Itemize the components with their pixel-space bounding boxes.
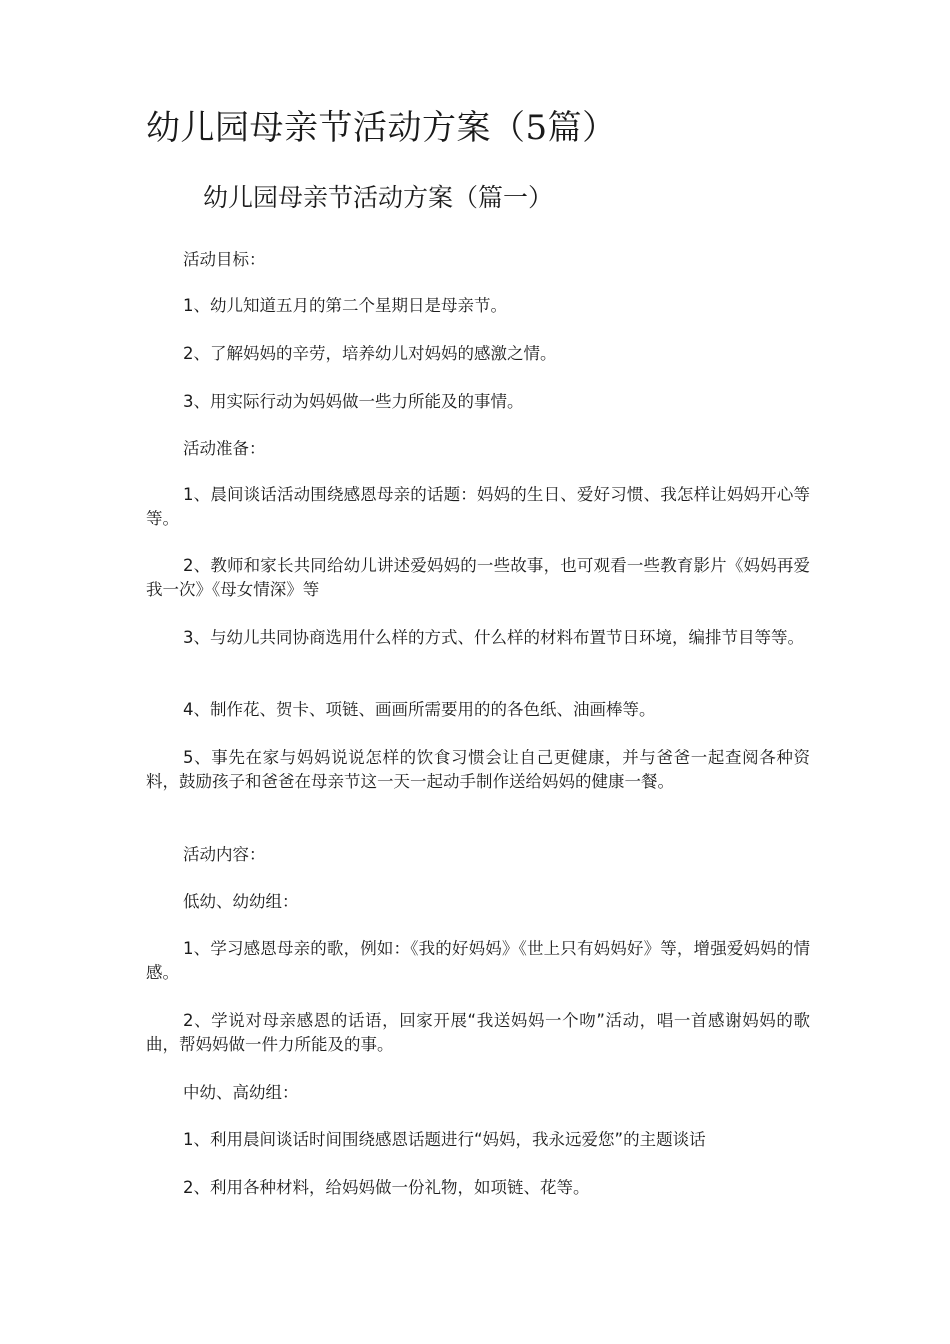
paragraph-prep-1: 1、晨间谈话活动围绕感恩母亲的话题：妈妈的生日、爱好习惯、我怎样让妈妈开心等等。 xyxy=(146,485,810,528)
paragraph-junior-1: 1、学习感恩母亲的歌，例如：《我的好妈妈》《世上只有妈妈好》等，增强爱妈妈的情感。 xyxy=(146,939,810,982)
paragraph-prep-3: 3、与幼儿共同协商选用什么样的方式、什么样的材料布置节日环境，编排节目等等。 xyxy=(183,628,804,647)
paragraph-senior-1: 1、利用晨间谈话时间围绕感恩话题进行“妈妈，我永远爱您”的主题谈话 xyxy=(183,1130,706,1149)
paragraph-junior-2: 2、学说对母亲感恩的话语，回家开展“我送妈妈一个吻”活动，唱一首感谢妈妈的歌曲，帮妈妈做一件力所能及的事。 xyxy=(146,1011,810,1054)
paragraph-group-senior: 中幼、高幼组： xyxy=(183,1083,299,1102)
paragraph-prep-4: 4、制作花、贺卡、项链、画画所需要用的的各色纸、油画棒等。 xyxy=(183,700,656,719)
paragraph-heading-preparation: 活动准备： xyxy=(183,439,266,458)
paragraph-prep-5: 5、事先在家与妈妈说说怎样的饮食习惯会让自己更健康，并与爸爸一起查阅各种资料，鼓励孩子和爸爸在母亲节这一天一起动手制作送给妈妈的健康一餐。 xyxy=(146,748,810,791)
paragraph-goal-2: 2、了解妈妈的辛劳，培养幼儿对妈妈的感激之情。 xyxy=(183,344,557,363)
document-title: 幼儿园母亲节活动方案（5篇） xyxy=(146,108,617,148)
paragraph-heading-content: 活动内容： xyxy=(183,845,266,864)
paragraph-goal-1: 1、幼儿知道五月的第二个星期日是母亲节。 xyxy=(183,296,507,315)
paragraph-prep-2: 2、教师和家长共同给幼儿讲述爱妈妈的一些故事，也可观看一些教育影片《妈妈再爱我一次》《母女情深》等 xyxy=(146,556,810,599)
paragraph-goal-3: 3、用实际行动为妈妈做一些力所能及的事情。 xyxy=(183,392,524,411)
paragraph-heading-goals: 活动目标： xyxy=(183,250,266,269)
section-title: 幼儿园母亲节活动方案（篇一） xyxy=(203,183,554,212)
paragraph-group-junior: 低幼、幼幼组： xyxy=(183,892,299,911)
paragraph-senior-2: 2、利用各种材料，给妈妈做一份礼物，如项链、花等。 xyxy=(183,1178,590,1197)
